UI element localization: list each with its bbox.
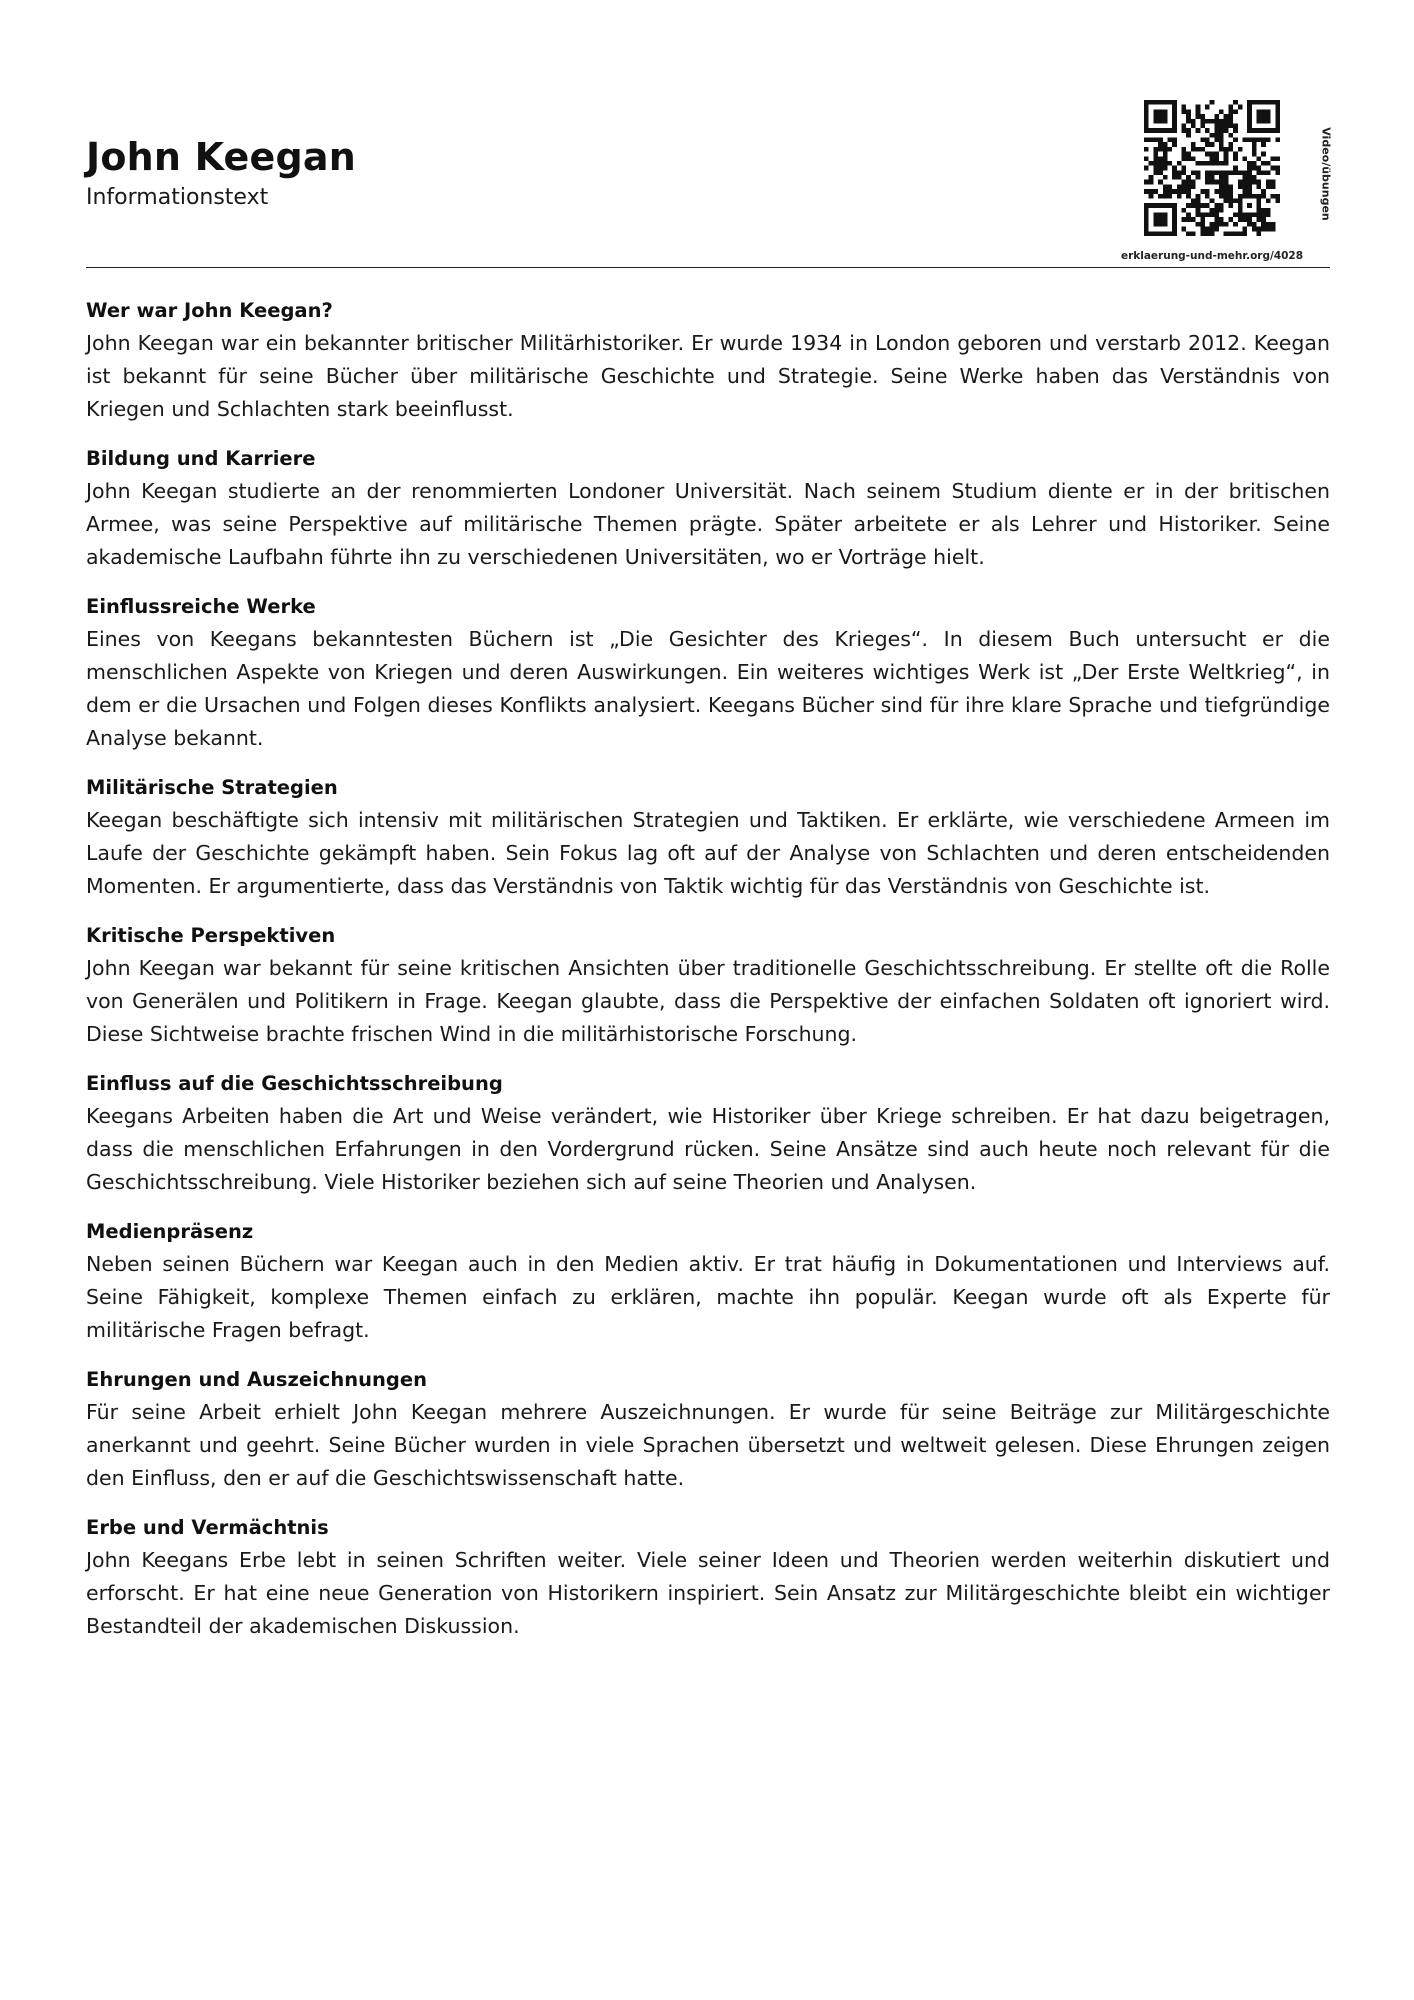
section-heading: Einfluss auf die Geschichtsschreibung — [86, 1072, 503, 1095]
document-body — [86, 294, 1330, 1659]
section-heading: Erbe und Vermächtnis — [86, 1516, 329, 1539]
section-legacy — [86, 1511, 1330, 1643]
section-historiography-influence — [86, 1067, 1330, 1199]
section-who-was-keegan — [86, 294, 1330, 426]
page-title: John Keegan — [86, 135, 356, 179]
section-heading: Ehrungen und Auszeichnungen — [86, 1368, 427, 1391]
section-text: John Keegans Erbe lebt in seinen Schriften weiter. Viele seiner Ideen und Theorien werden weiterhin diskutiert und erforscht. Er hat eine neue Generation von Historikern inspiriert. Sein Ansatz zur Militärgeschichte bleibt ein wichtiger Bestandteil der akademischen Diskussion. — [86, 1548, 1330, 1638]
section-text: John Keegan war bekannt für seine kritischen Ansichten über traditionelle Geschichtsschreibung. Er stellte oft die Rolle von Generälen und Politikern in Frage. Keegan glaubte, dass die Perspektive der einfachen Soldaten oft ignoriert wird. Diese Sichtweise brachte frischen Wind in die militärhistorische Forschung. — [86, 956, 1330, 1046]
section-text: Für seine Arbeit erhielt John Keegan mehrere Auszeichnungen. Er wurde für seine Beiträge zur Militärgeschichte anerkannt und geehrt. Seine Bücher wurden in viele Sprachen übersetzt und weltweit gelesen. Diese Ehrungen zeigen den Einfluss, den er auf die Geschichtswissenschaft hatte. — [86, 1400, 1330, 1490]
header-divider — [86, 267, 1330, 268]
page-subtitle: Informationstext — [86, 185, 269, 210]
qr-code-icon[interactable] — [1144, 100, 1280, 236]
section-heading: Bildung und Karriere — [86, 447, 316, 470]
section-text: John Keegan war ein bekannter britischer Militärhistoriker. Er wurde 1934 in London geboren und verstarb 2012. Keegan ist bekannt für seine Bücher über militärische Geschichte und Strategie. Seine Werke haben das Verständnis von Kriegen und Schlachten stark beeinflusst. — [86, 331, 1330, 421]
section-heading: Wer war John Keegan? — [86, 299, 333, 322]
section-text: Eines von Keegans bekanntesten Büchern ist „Die Gesichter des Krieges“. In diesem Buch untersucht er die menschlichen Aspekte von Kriegen und deren Auswirkungen. Ein weiteres wichtiges Werk ist „Der Erste Weltkrieg“, in dem er die Ursachen und Folgen dieses Konflikts analysiert. Keegans Bücher sind für ihre klare Sprache und tiefgründige Analyse bekannt. — [86, 627, 1330, 750]
qr-url-link[interactable]: erklaerung-und-mehr.org/4028 — [1120, 250, 1304, 262]
section-text: Neben seinen Büchern war Keegan auch in den Medien aktiv. Er trat häufig in Dokumentationen und Interviews auf. Seine Fähigkeit, komplexe Themen einfach zu erklären, machte ihn populär. Keegan wurde oft als Experte für militärische Fragen befragt. — [86, 1252, 1330, 1342]
section-media-presence — [86, 1215, 1330, 1347]
section-heading: Medienpräsenz — [86, 1220, 254, 1243]
section-text: Keegans Arbeiten haben die Art und Weise verändert, wie Historiker über Kriege schreiben. Er hat dazu beigetragen, dass die menschlichen Erfahrungen in den Vordergrund rücken. Seine Ansätze sind auch heute noch relevant für die Geschichtsschreibung. Viele Historiker beziehen sich auf seine Theorien und Analysen. — [86, 1104, 1330, 1194]
section-text: John Keegan studierte an der renommierten Londoner Universität. Nach seinem Studium diente er in der britischen Armee, was seine Perspektive auf militärische Themen prägte. Später arbeitete er als Lehrer und Historiker. Seine akademische Laufbahn führte ihn zu verschiedenen Universitäten, wo er Vorträge hielt. — [86, 479, 1330, 569]
section-influential-works — [86, 590, 1330, 755]
section-heading: Einflussreiche Werke — [86, 595, 316, 618]
video-exercises-label — [1316, 114, 1336, 234]
section-education-career — [86, 442, 1330, 574]
section-heading: Militärische Strategien — [86, 776, 338, 799]
section-military-strategies — [86, 771, 1330, 903]
document-header — [86, 100, 1333, 268]
section-critical-perspectives — [86, 919, 1330, 1051]
section-honors-awards — [86, 1363, 1330, 1495]
section-text: Keegan beschäftigte sich intensiv mit militärischen Strategien und Taktiken. Er erklärte, wie verschiedene Armeen im Laufe der Geschichte gekämpft haben. Sein Fokus lag oft auf der Analyse von Schlachten und deren entscheidenden Momenten. Er argumentierte, dass das Verständnis von Taktik wichtig für das Verständnis von Geschichte ist. — [86, 808, 1330, 898]
video-exercises-text: Video/übungen — [1319, 127, 1333, 221]
section-heading: Kritische Perspektiven — [86, 924, 336, 947]
